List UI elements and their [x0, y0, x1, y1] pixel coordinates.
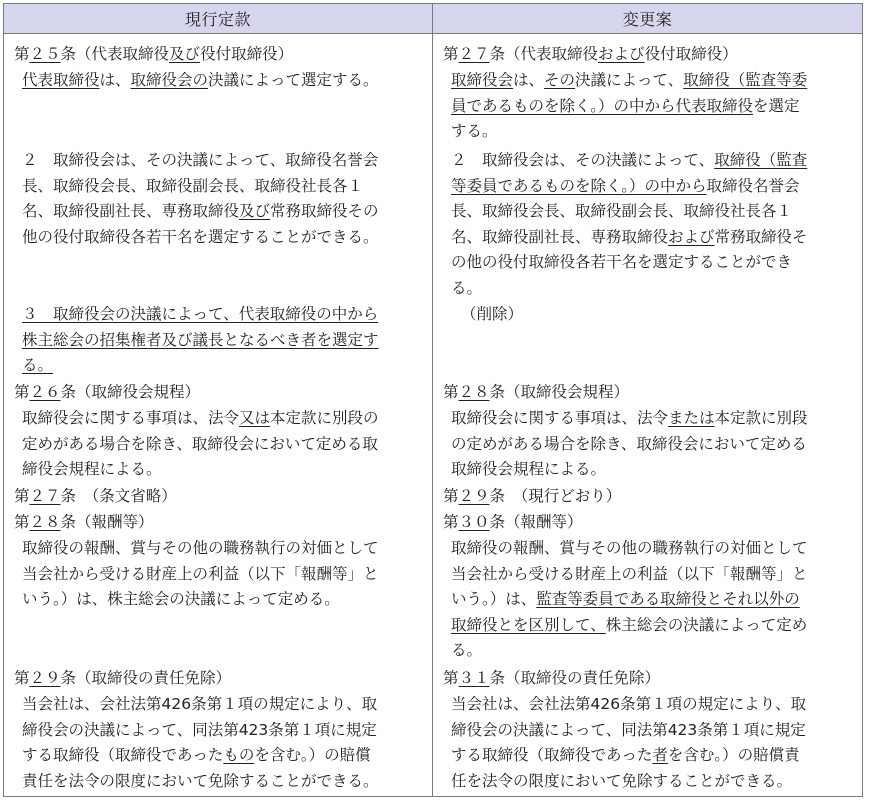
text-segment: を含む。）の賠償責: [667, 746, 800, 764]
text-segment: 定めがある場合を除き、取締役会において定める取: [22, 434, 378, 453]
underlined-change: ２８: [29, 513, 61, 531]
text-segment: 本定款に別段の: [270, 409, 379, 427]
text-segment: る。: [451, 641, 483, 659]
underlined-change: ２７: [458, 45, 490, 63]
text-line: [443, 510, 583, 536]
article-block: [22, 692, 379, 794]
text-line: [443, 666, 660, 692]
text-segment: 当会社から受ける財産上の利益（以下「報酬等」と: [451, 564, 808, 583]
underlined-change: ２６: [29, 383, 61, 401]
text-line: [443, 380, 629, 406]
underlined-change: および: [668, 227, 715, 246]
text-line: [451, 119, 807, 145]
underlined-change: または: [668, 409, 715, 427]
text-segment: いう。）は、株主総会の決議によって定める。: [22, 590, 340, 608]
text-segment: 他の役付取締役各若干名を選定することができる。: [22, 227, 379, 246]
article-block: [451, 68, 807, 145]
text-segment: は、: [99, 71, 131, 89]
underlined-change: 取締役会の: [130, 71, 209, 89]
text-segment: 名、取締役副社長、専務取締役: [22, 202, 240, 220]
text-line: [451, 406, 808, 432]
text-line: [22, 769, 379, 795]
underlined-change: 取締役（監査等委: [683, 71, 808, 89]
text-line: [14, 484, 177, 510]
text-segment: ２ 取締役会は、その決議によって、取締役名誉会: [22, 151, 379, 169]
column-current-articles: [4, 34, 432, 796]
text-line: [22, 302, 379, 328]
text-line: [451, 225, 808, 251]
text-segment: 本定款に別段: [714, 409, 808, 427]
text-segment: する。: [451, 122, 498, 140]
text-line: [451, 68, 807, 94]
articles-comparison-table: [3, 3, 863, 797]
text-segment: 取締役会規程による。: [451, 460, 607, 478]
text-line: [22, 148, 379, 174]
text-line: [22, 743, 379, 769]
underlined-change: る。: [22, 356, 54, 374]
header-current-articles: 現行定款: [4, 4, 432, 34]
text-line: [451, 457, 808, 483]
underlined-change: および: [598, 45, 645, 63]
text-segment: 条（取締役会規程）: [60, 383, 201, 401]
underlined-change: その: [544, 71, 576, 89]
article-block: [443, 484, 621, 510]
article-block: [14, 484, 177, 510]
text-line: [14, 666, 231, 692]
text-segment: 役付取締役）: [644, 45, 738, 63]
text-line: [22, 536, 379, 562]
text-segment: 第: [14, 383, 30, 401]
text-segment: 第: [14, 487, 30, 505]
text-segment: 条（代表取締役: [60, 45, 170, 63]
text-segment: 株主総会の決議によって定め: [605, 615, 808, 634]
text-segment: 第: [14, 513, 30, 531]
text-line: [451, 613, 808, 639]
text-line: [14, 510, 154, 536]
text-segment: 第: [14, 669, 30, 687]
text-segment: 条（報酬等）: [60, 513, 154, 531]
underlined-change: 又は: [239, 409, 271, 427]
text-line: [443, 42, 738, 68]
text-segment: 締役会規程による。: [22, 460, 162, 478]
article-block: [14, 380, 200, 406]
text-segment: る。: [451, 278, 483, 297]
text-line: [451, 148, 808, 174]
text-segment: の他の役付取締役各若干名を選定することができ: [451, 253, 793, 271]
text-segment: 第: [443, 45, 459, 63]
text-line: [451, 638, 808, 664]
article-block: [22, 148, 379, 250]
underlined-change: 取締役（監査: [714, 151, 808, 169]
text-segment: 締役会の決議によって、同法第423条第１項に規定: [22, 720, 377, 739]
underlined-change: ２５: [29, 45, 61, 63]
text-segment: 第: [443, 383, 459, 401]
underlined-change: 等委員であるものを除く。）の中から: [451, 176, 707, 195]
text-line: [22, 353, 379, 379]
text-line: [22, 457, 379, 483]
text-segment: 決議によって、: [575, 71, 684, 89]
underlined-change: ２９: [458, 487, 490, 505]
underlined-change: ２９: [29, 669, 61, 687]
text-line: [451, 743, 806, 769]
text-line: [451, 250, 808, 276]
text-segment: 取締役会に関する事項は、法令: [451, 409, 669, 427]
text-line: [451, 199, 808, 225]
text-segment: は、: [513, 71, 545, 89]
text-segment: する取締役（取締役であった: [22, 746, 224, 764]
article-block: [451, 692, 806, 794]
text-segment: を選定: [752, 96, 800, 115]
text-segment: 第: [443, 487, 459, 505]
text-line: [22, 406, 379, 432]
underlined-change: ３ 取締役会の決議によって、代表取締役の中から: [22, 305, 379, 323]
article-block: [451, 406, 808, 483]
text-segment: 長、取締役会長、取締役副会長、取締役社長各１: [22, 176, 364, 195]
text-line: [22, 562, 379, 588]
text-segment: 条 （現行どおり）: [489, 487, 622, 505]
text-segment: 取締役名誉会: [706, 176, 800, 195]
text-segment: 任を法令の限度において免除することができる。: [451, 771, 793, 790]
text-segment: 第: [443, 669, 459, 687]
text-segment: 責任を法令の限度において免除することができる。: [22, 771, 379, 790]
underlined-change: 取締役とを区別して、: [451, 615, 606, 634]
text-segment: ２ 取締役会は、その決議によって、: [451, 151, 715, 169]
text-segment: 条（代表取締役: [489, 45, 599, 63]
article-block: [22, 68, 379, 94]
text-line: [22, 328, 379, 354]
underlined-change: 株主総会の招集権者及び議長となるべき者を選定す: [22, 330, 379, 349]
text-segment: 当会社は、会社法第426条第１項の規定により、取: [22, 695, 378, 713]
column-proposed-changes: [433, 34, 862, 796]
underlined-change: ３０: [458, 513, 490, 531]
text-segment: 名、取締役副社長、専務取締役: [451, 227, 669, 246]
underlined-change: 者: [652, 746, 668, 764]
text-line: [14, 42, 293, 68]
underlined-change: ３１: [458, 669, 490, 687]
text-segment: 当会社は、会社法第426条第１項の規定により、取: [451, 695, 807, 713]
underlined-change: 及び: [239, 202, 271, 220]
text-segment: 第: [14, 45, 30, 63]
text-segment: する取締役（取締役であった: [451, 746, 653, 764]
article-block: [451, 536, 808, 664]
text-line: [22, 225, 379, 251]
text-line: [451, 562, 808, 588]
text-line: [451, 587, 808, 613]
text-segment: 決議によって選定する。: [208, 71, 379, 89]
article-block: [443, 510, 583, 536]
text-segment: 役付取締役）: [200, 45, 294, 63]
text-line: [461, 302, 523, 328]
article-block: [443, 666, 660, 692]
underlined-change: 取締役会: [451, 71, 514, 89]
text-segment: 条 （条文省略）: [60, 487, 177, 505]
underlined-change: ２８: [458, 383, 490, 401]
underlined-change: 監査等委員である取締役とそれ以外の: [536, 590, 800, 608]
text-segment: 取締役会に関する事項は、法令: [22, 409, 240, 427]
text-segment: 締役会の決議によって、同法第423条第１項に規定: [451, 720, 806, 739]
text-segment: 条（報酬等）: [489, 513, 583, 531]
text-line: [451, 174, 808, 200]
text-segment: 当会社から受ける財産上の利益（以下「報酬等」と: [22, 564, 379, 583]
article-block: [22, 536, 379, 613]
text-line: [22, 432, 379, 458]
article-block: [22, 406, 379, 483]
article-block: [14, 666, 231, 692]
text-segment: 取締役の報酬、賞与その他の職務執行の対価として: [451, 539, 808, 557]
text-segment: いう。）は、: [451, 590, 537, 608]
text-line: [22, 199, 379, 225]
text-line: [451, 432, 808, 458]
underlined-change: もの: [223, 746, 255, 764]
text-line: [22, 68, 379, 94]
text-line: [451, 692, 806, 718]
text-segment: を含む。）の賠償: [254, 746, 371, 764]
text-segment: 常務取締役そ: [714, 227, 808, 246]
text-line: [451, 536, 808, 562]
text-segment: 条（取締役の責任免除）: [489, 669, 661, 687]
article-block: [14, 510, 154, 536]
text-segment: の定めがある場合を除き、取締役会において定める: [451, 434, 807, 453]
text-segment: 常務取締役その: [270, 202, 379, 220]
text-line: [451, 94, 807, 120]
article-block: [443, 42, 738, 68]
text-line: [451, 718, 806, 744]
text-line: [451, 276, 808, 302]
text-line: [22, 718, 379, 744]
article-block: [451, 148, 808, 301]
article-block: [461, 302, 523, 328]
article-block: [443, 380, 629, 406]
text-line: [14, 380, 200, 406]
header-proposed-changes: 変更案: [433, 4, 862, 34]
text-line: [22, 692, 379, 718]
text-segment: 第: [443, 513, 459, 531]
text-segment: 条（取締役の責任免除）: [60, 669, 232, 687]
underlined-change: 代表取締役: [22, 71, 100, 89]
article-block: [14, 42, 293, 68]
text-line: [443, 484, 621, 510]
text-line: [22, 587, 379, 613]
article-block: [22, 302, 379, 379]
text-segment: 取締役の報酬、賞与その他の職務執行の対価として: [22, 539, 379, 557]
underlined-change: 員であるものを除く。）の中から代表取締役: [451, 96, 753, 115]
text-line: [451, 769, 806, 795]
text-segment: 条（取締役会規程）: [489, 383, 630, 401]
text-line: [22, 174, 379, 200]
text-segment: 長、取締役会長、取締役副会長、取締役社長各１: [451, 202, 793, 220]
underlined-change: 及び: [169, 45, 201, 63]
text-segment: （削除）: [461, 305, 524, 323]
underlined-change: ２７: [29, 487, 61, 505]
